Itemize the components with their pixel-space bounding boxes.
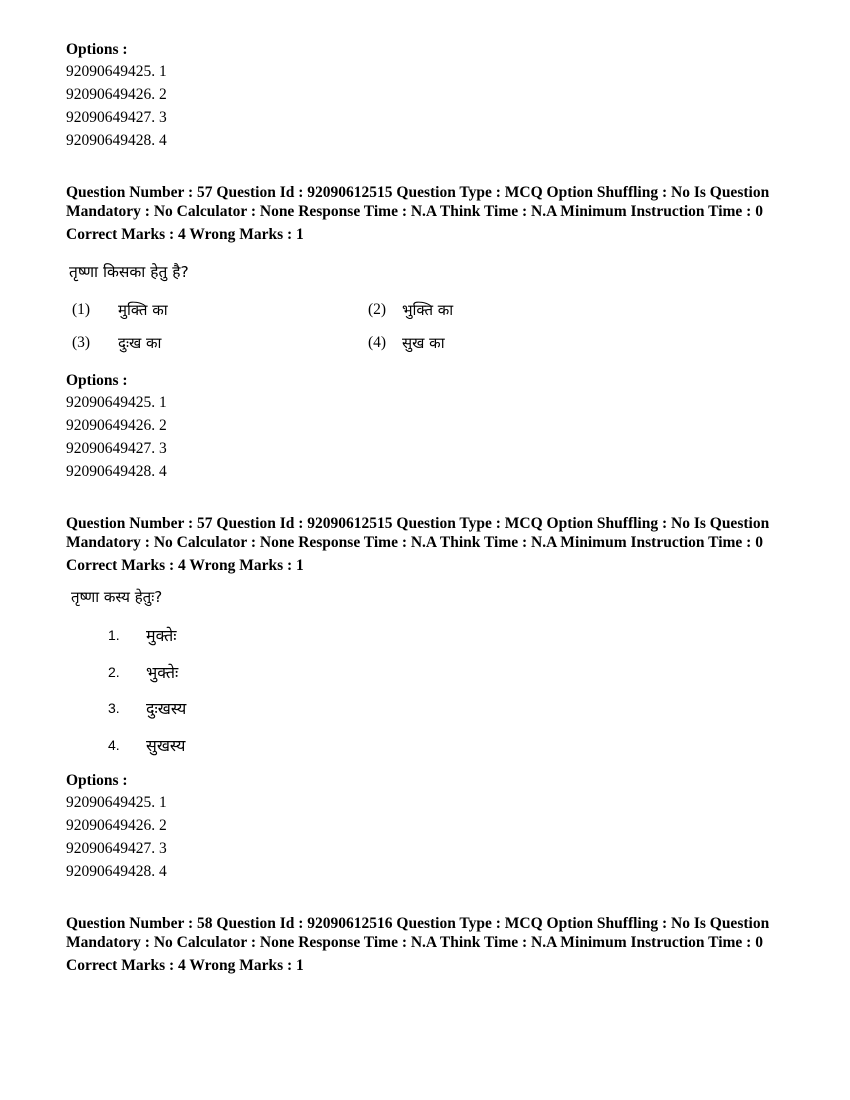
answer-choices	[72, 300, 786, 353]
option-id: 92090649426. 2	[66, 86, 167, 103]
option-id: 92090649425. 1	[66, 63, 167, 80]
choice-number: (4)	[368, 334, 387, 351]
choice-text: सुख का	[402, 334, 445, 352]
option-id: 92090649426. 2	[66, 417, 167, 434]
option-id: 92090649425. 1	[66, 794, 167, 811]
choice-text: दुःखस्य	[146, 699, 187, 719]
choice-number: 2.	[108, 663, 120, 680]
option-id: 92090649426. 2	[66, 817, 167, 834]
options-label: Options :	[66, 772, 128, 789]
answer-choices	[108, 617, 786, 763]
answer-choice	[108, 617, 786, 654]
option-id: 92090649427. 3	[66, 840, 167, 857]
question-57-sanskrit	[66, 515, 786, 883]
document-page	[66, 40, 786, 977]
answer-choice	[72, 333, 368, 353]
question-marks: Correct Marks : 4 Wrong Marks : 1	[66, 957, 304, 974]
question-58	[66, 915, 786, 977]
question-marks: Correct Marks : 4 Wrong Marks : 1	[66, 226, 304, 243]
answer-choice	[368, 333, 568, 353]
choice-number: (3)	[72, 334, 91, 351]
answer-choice	[108, 727, 786, 764]
choice-text: मुक्तेः	[146, 626, 177, 646]
question-info: Question Number : 57 Question Id : 92090612515 Question Type : MCQ Option Shuffling : No Is Question Mandatory : No Calculator : None Response Time : N.A Think Time : N.A Minimum Instruction Time : 0	[66, 184, 770, 220]
option-id: 92090649425. 1	[66, 394, 167, 411]
choice-number: (1)	[72, 301, 91, 318]
option-id: 92090649427. 3	[66, 440, 167, 457]
option-id: 92090649428. 4	[66, 132, 167, 149]
choice-number: (2)	[368, 301, 387, 318]
question-text: तृष्णा किसका हेतु है?	[69, 263, 189, 281]
choice-text: सुखस्य	[146, 735, 186, 755]
choice-number: 1.	[108, 627, 120, 644]
option-id: 92090649427. 3	[66, 109, 167, 126]
question-text: तृष्णा कस्य हेतुः?	[71, 588, 163, 606]
answer-choice	[108, 690, 786, 727]
options-label: Options :	[66, 372, 128, 389]
options-label: Options :	[66, 41, 128, 58]
question-info: Question Number : 57 Question Id : 92090612515 Question Type : MCQ Option Shuffling : No Is Question Mandatory : No Calculator : None Response Time : N.A Think Time : N.A Minimum Instruction Time : 0	[66, 515, 770, 551]
options-section-1	[66, 40, 786, 152]
option-id: 92090649428. 4	[66, 463, 167, 480]
answer-choice	[108, 654, 786, 691]
question-marks: Correct Marks : 4 Wrong Marks : 1	[66, 557, 304, 574]
question-57-hindi	[66, 184, 786, 483]
choice-text: भुक्ति का	[402, 301, 454, 319]
choice-text: भुक्तेः	[146, 662, 179, 682]
choice-text: दुःख का	[118, 334, 162, 352]
choice-number: 3.	[108, 700, 120, 717]
choice-text: मुक्ति का	[118, 301, 168, 319]
option-id: 92090649428. 4	[66, 863, 167, 880]
answer-choice	[72, 300, 368, 320]
answer-choice	[368, 300, 568, 320]
question-info: Question Number : 58 Question Id : 92090612516 Question Type : MCQ Option Shuffling : No Is Question Mandatory : No Calculator : None Response Time : N.A Think Time : N.A Minimum Instruction Time : 0	[66, 915, 770, 951]
choice-number: 4.	[108, 736, 120, 753]
